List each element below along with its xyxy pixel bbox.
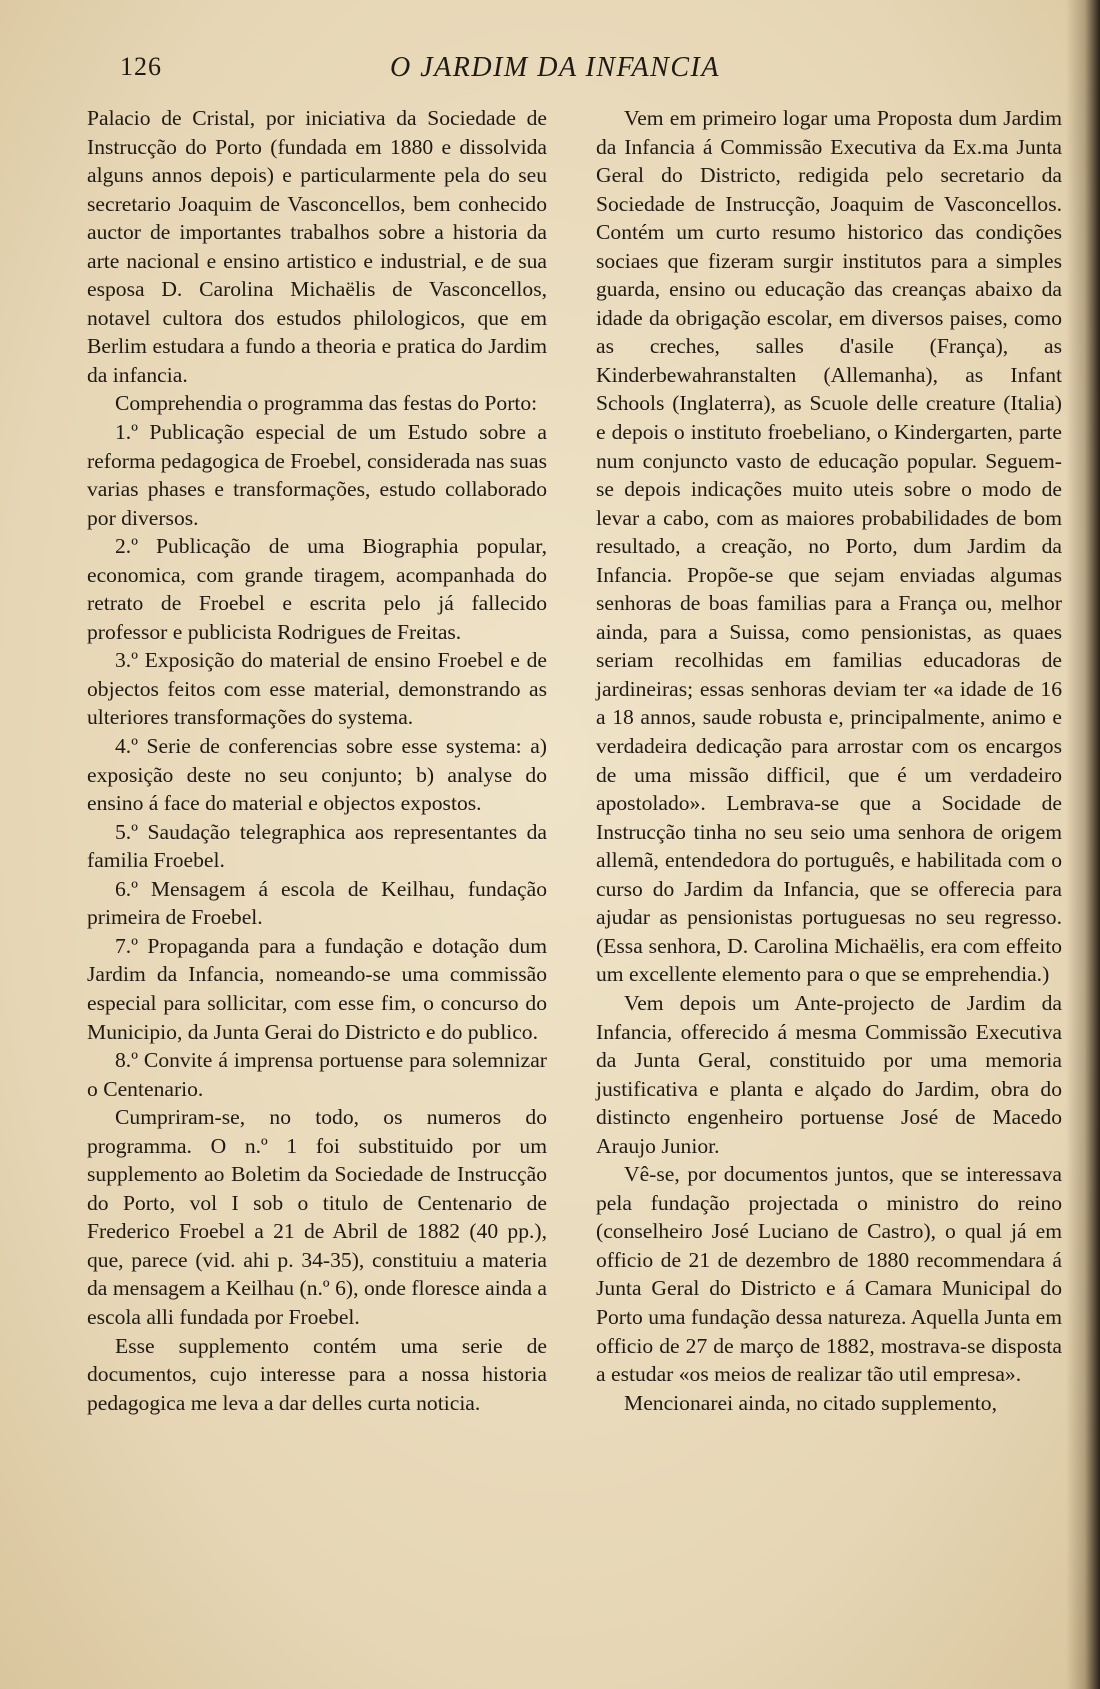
paragraph: Vem em primeiro logar uma Proposta dum Jardim da Infancia á Commissão Executiva da Ex.ma Junta Geral do Districto, redigida pelo secretario da Sociedade de Instrucção, Joaquim de Vasconcellos. Contém um curto resumo historico das condições sociaes que fizeram surgir institutos para a simples guarda, ensino ou educação das creanças abaixo da idade da obrigação escolar, em diversos paises, como as creches, salles d'asile (França), as Kinderbewahranstalten (Allemanha), as Infant Schools (Inglaterra), as Scuole delle creature (Italia) e depois o instituto froebeliano, o Kindergarten, parte num conjuncto vasto de educação popular. Seguem-se depois indicações muito uteis sobre o modo de levar a cabo, com as maiores probabilidades de bom resultado, a creação, no Porto, dum Jardim da Infancia. Propõe-se que sejam enviadas algumas senhoras de boas familias para a França ou, melhor ainda, para a Suissa, como pensionistas, as quaes seriam recolhidas em familias educadoras de jardineiras; essas senhoras deviam ter «a idade de 16 a 18 annos, saude robusta e, principalmente, animo e verdadeira dedicação para arrostar com os encargos de uma missão difficil, que é um verdadeiro apostolado». Lembrava-se que a Socidade de Instrucção tinha no seu seio uma senhora de origem allemã, entendedora do português, e habilitada com o curso do Jardim da Infancia, que se offerecia para ajudar as pensionistas portuguesas no seu regresso. (Essa senhora, D. Carolina Michaëlis, era com effeito um excellente elemento para o que se emprehendia.) xyxy=(596,106,1062,987)
left-column xyxy=(87,104,547,1417)
list-item: 4.º Serie de conferencias sobre esse systema: a) exposição deste no seu conjunto; b) analyse do ensino á face do material e objectos expostos. xyxy=(87,734,547,816)
list-item: 7.º Propaganda para a fundação e dotação dum Jardim da Infancia, nomeando-se uma commissão especial para sollicitar, com esse fim, o concurso do Municipio, da Junta Gerai do Districto e do publico. xyxy=(87,933,547,1044)
page-header xyxy=(90,52,1060,92)
list-item: 6.º Mensagem á escola de Keilhau, fundação primeira de Froebel. xyxy=(87,876,547,930)
paragraph: Palacio de Cristal, por iniciativa da Sociedade de Instrucção do Porto (fundada em 1880 e dissolvida alguns annos depois) e particularmente pela do seu secretario Joaquim de Vasconcellos, bem conhecido auctor de importantes trabalhos sobre a historia da arte nacional e ensino artistico e industrial, e de sua esposa D. Carolina Michaëlis de Vasconcellos, notavel cultora dos estudos philologicos, que em Berlim estudara a fundo a theoria e pratica do Jardim da infancia. xyxy=(87,106,547,387)
paragraph: Esse supplemento contém uma serie de documentos, cujo interesse para a nossa historia pedagogica me leva a dar delles curta noticia. xyxy=(87,1333,547,1415)
list-item: 2.º Publicação de uma Biographia popular, economica, com grande tiragem, acompanhada do retrato de Froebel e escrita pelo já fallecido professor e publicista Rodrigues de Freitas. xyxy=(87,534,547,644)
running-title: O JARDIM DA INFANCIA xyxy=(390,52,720,83)
list-item: 3.º Exposição do material de ensino Froebel e de objectos feitos com esse material, demonstrando as ulteriores transformações do systema. xyxy=(87,648,547,730)
list-item: 5.º Saudação telegraphica aos representantes da familia Froebel. xyxy=(87,819,547,873)
paragraph: Comprehendia o programma das festas do Porto: xyxy=(115,391,538,416)
page-number: 126 xyxy=(120,52,162,81)
paragraph: Mencionarei ainda, no citado supplemento, xyxy=(624,1390,997,1415)
list-item: 1.º Publicação especial de um Estudo sobre a reforma pedagogica de Froebel, considerada nas suas varias phases e transformações, estudo collaborado por diversos. xyxy=(87,420,547,530)
paragraph: Vem depois um Ante-projecto de Jardim da Infancia, offerecido á mesma Commissão Executiva da Junta Geral, constituido por uma memoria justificativa e planta e alçado do Jardim, obra do distincto engenheiro portuense José de Macedo Araujo Junior. xyxy=(596,990,1062,1158)
page-edge-shadow xyxy=(1066,0,1100,1689)
paragraph: Vê-se, por documentos juntos, que se interessava pela fundação projectada o ministro do reino (conselheiro José Luciano de Castro), o qual já em officio de 21 de dezembro de 1880 recommendara á Junta Geral do Districto e á Camara Municipal do Porto uma fundação dessa natureza. Aquella Junta em officio de 27 de março de 1882, mostrava-se disposta a estudar «os meios de realizar tão util empresa». xyxy=(596,1162,1062,1387)
right-column xyxy=(596,104,1062,1417)
list-item: 8.º Convite á imprensa portuense para solemnizar o Centenario. xyxy=(87,1048,547,1101)
paragraph: Cumpriram-se, no todo, os numeros do programma. O n.º 1 foi substituido por um supplemento ao Boletim da Sociedade de Instrucção do Porto, vol I sob o titulo de Centenario de Frederico Froebel a 21 de Abril de 1882 (40 pp.), que, parece (vid. ahi p. 34-35), constituiu a materia da mensagem a Keilhau (n.º 6), onde floresce ainda a escola alli fundada por Froebel. xyxy=(87,1105,547,1329)
